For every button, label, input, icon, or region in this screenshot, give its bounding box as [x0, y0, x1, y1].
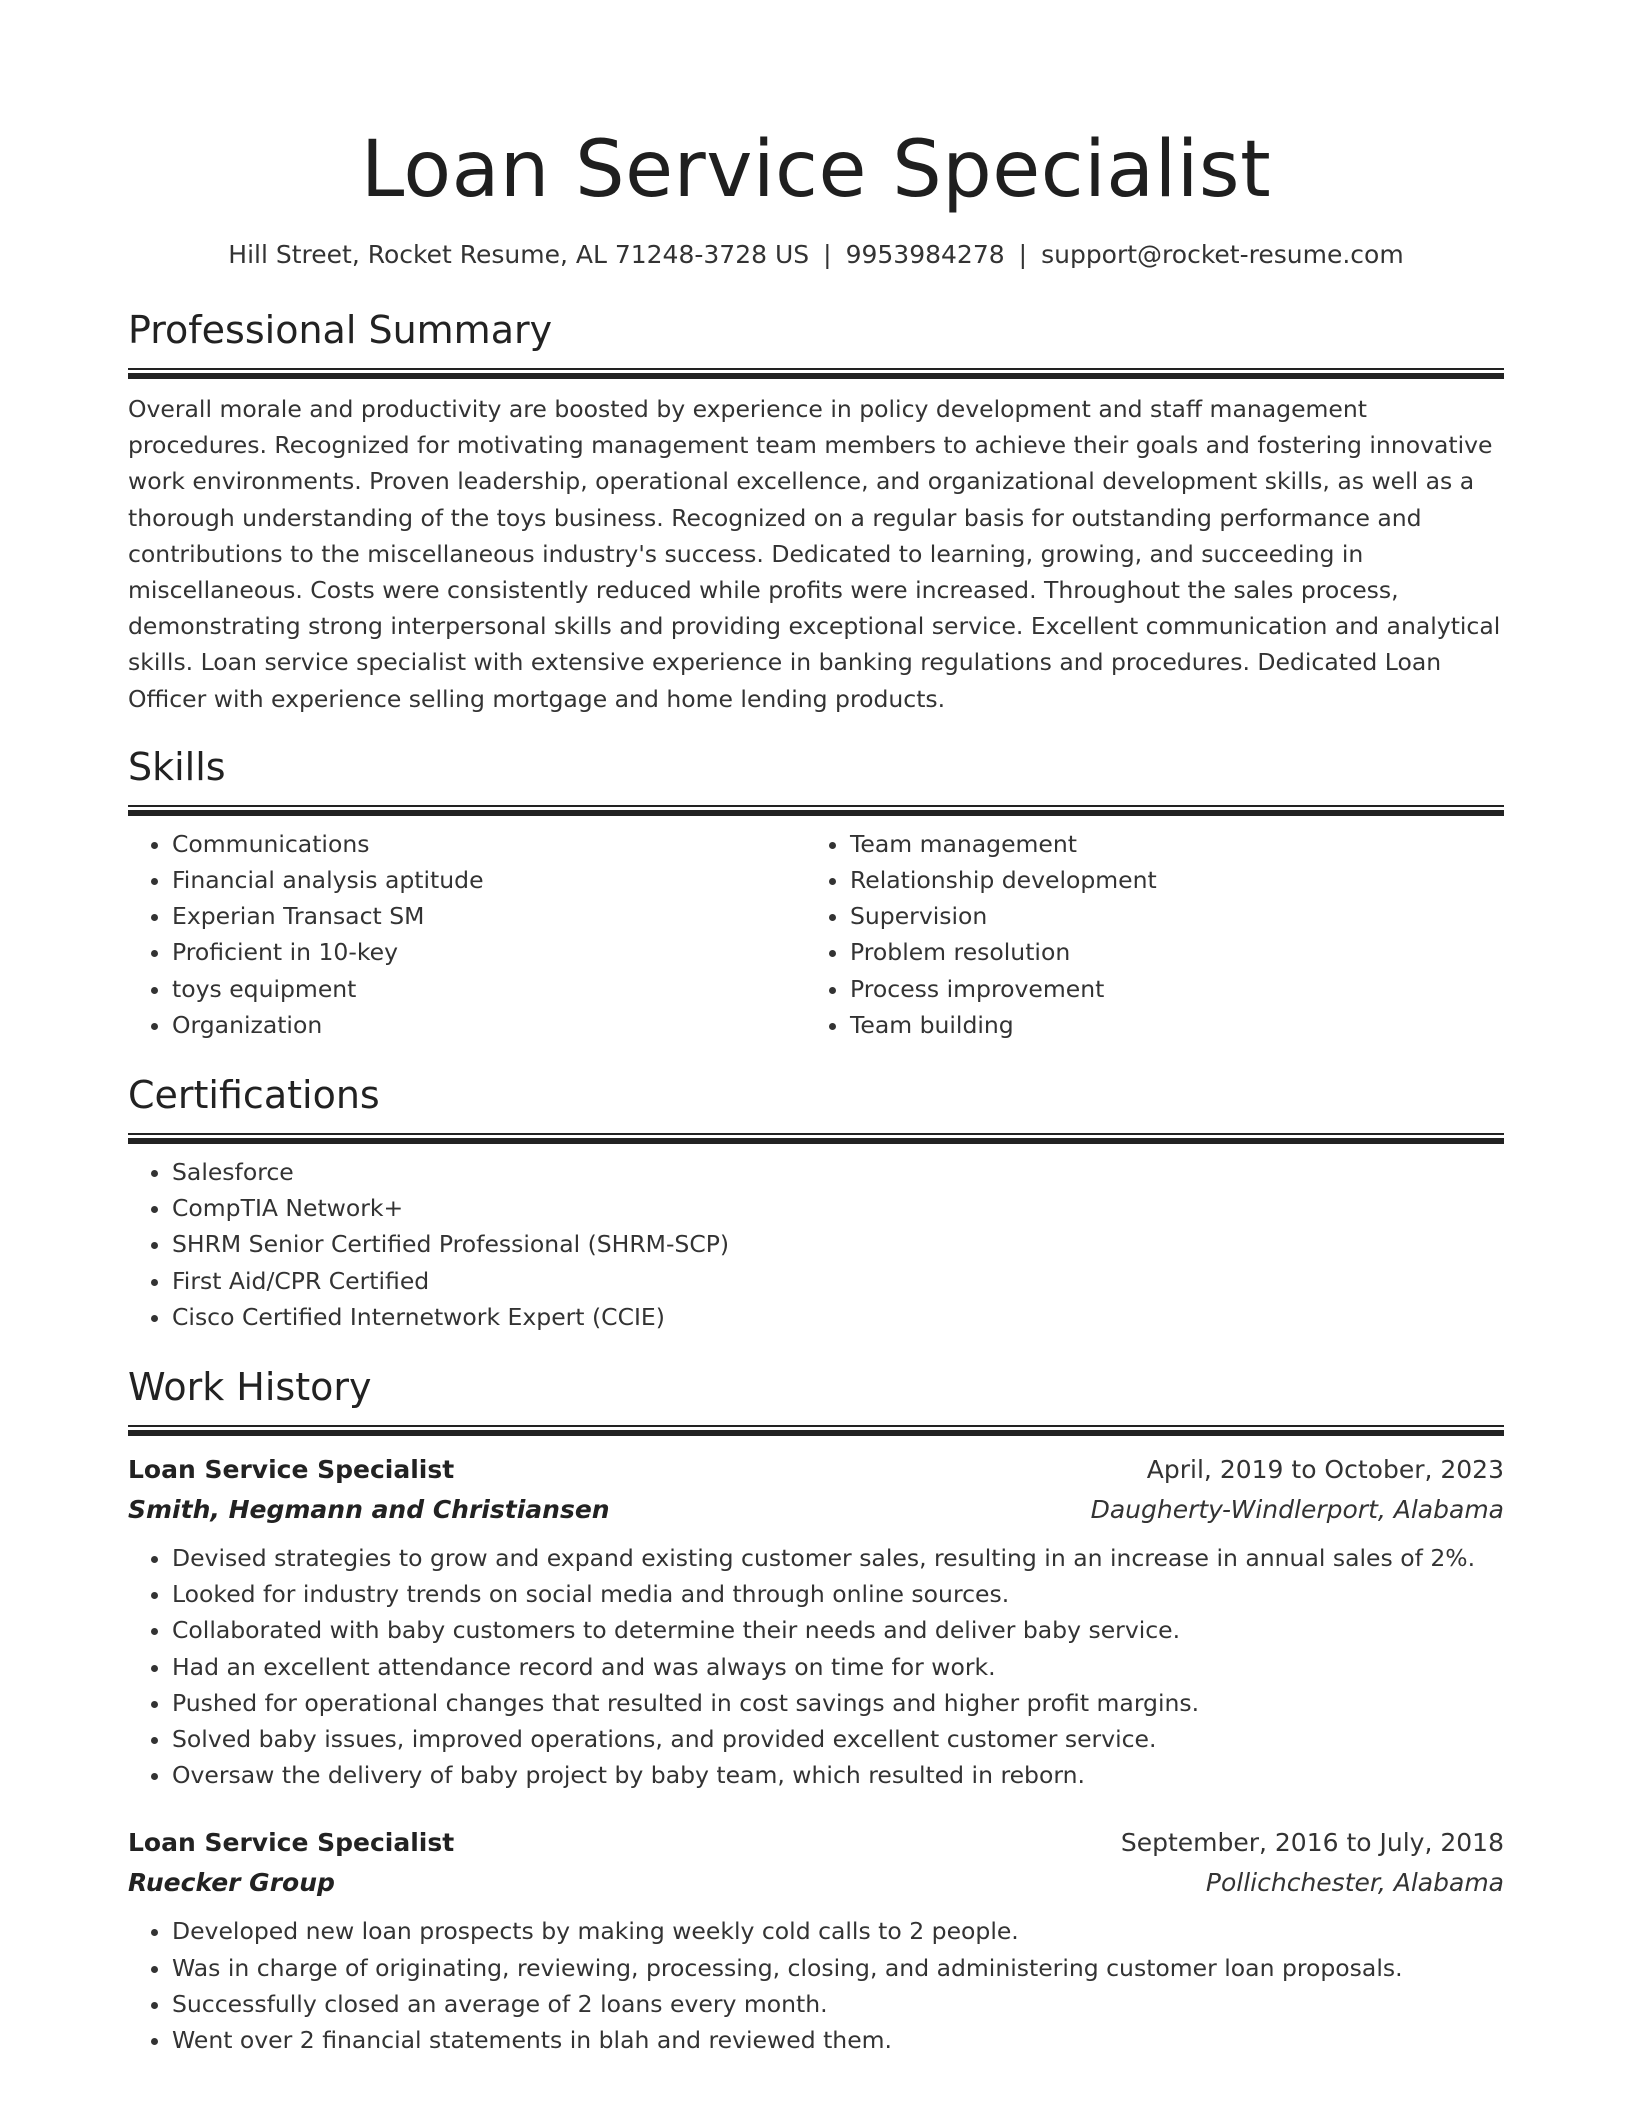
skill-item: • Proficient in 10-key: [172, 934, 806, 970]
phone: 9953984278: [845, 240, 1005, 269]
job-bullet: • Devised strategies to grow and expand existing customer sales, resulting in an increase in annual sales of 2%.: [172, 1540, 1504, 1576]
certification-item: • CompTIA Network+: [172, 1190, 1504, 1226]
address: Hill Street, Rocket Resume, AL 71248-3728 US: [228, 240, 810, 269]
job-bullet: • Pushed for operational changes that resulted in cost savings and higher profit margins.: [172, 1685, 1504, 1721]
skills-section: [128, 743, 1504, 1043]
skill-item: • Organization: [172, 1007, 806, 1043]
certification-item: • First Aid/CPR Certified: [172, 1263, 1504, 1299]
candidate-name: Loan Service Specialist: [360, 125, 1272, 215]
skill-item: • toys equipment: [172, 971, 806, 1007]
skill-item: • Experian Transact SM: [172, 898, 806, 934]
skill-item: • Team management: [850, 826, 1484, 862]
job-title: Loan Service Specialist: [128, 1828, 455, 1858]
job-bullet: • Solved baby issues, improved operations, and provided excellent customer service.: [172, 1721, 1504, 1757]
skill-item: • Team building: [850, 1007, 1484, 1043]
summary-text: Overall morale and productivity are boosted by experience in policy development and staff management procedures. Recognized for motivating management team members to achieve their goals and fostering innovative work environments. Proven leadership, operational excellence, and organizational development skills, as well as a thorough understanding of the toys business. Recognized on a regular basis for outstanding performance and contributions to the miscellaneous industry's success. Dedicated to learning, growing, and succeeding in miscellaneous. Costs were consistently reduced while profits were increased. Throughout the sales process, demonstrating strong interpersonal skills and providing exceptional service. Excellent communication and analytical skills. Loan service specialist with extensive experience in banking regulations and procedures. Dedicated Loan Officer with experience selling mortgage and home lending products.: [128, 395, 1501, 713]
section-title-certifications: Certifications: [128, 1073, 380, 1118]
skill-item: • Supervision: [850, 898, 1484, 934]
skills-column-left: [128, 826, 806, 1043]
section-divider: [128, 805, 1504, 816]
job-bullet: • Oversaw the delivery of baby project by baby team, which resulted in reborn.: [172, 1757, 1504, 1793]
summary-section: [128, 306, 1504, 717]
skills-column-right: [806, 826, 1484, 1043]
job-dates: September, 2016 to July, 2018: [1120, 1828, 1504, 1858]
job-bullet: • Successfully closed an average of 2 loans every month.: [172, 1986, 1504, 2022]
section-title-skills: Skills: [128, 744, 226, 789]
work-history-section: [128, 1363, 1504, 2058]
job-dates: April, 2019 to October, 2023: [1146, 1455, 1504, 1485]
skill-item: • Financial analysis aptitude: [172, 862, 806, 898]
email-link[interactable]: support@rocket-resume.com: [1041, 240, 1404, 269]
skill-item: • Relationship development: [850, 862, 1484, 898]
certification-item: • Cisco Certified Internetwork Expert (CCIE): [172, 1299, 1504, 1335]
job-location: Pollichchester, Alabama: [1205, 1868, 1504, 1898]
job-bullet: • Collaborated with baby customers to determine their needs and deliver baby service.: [172, 1612, 1504, 1648]
contact-line: [128, 238, 1504, 272]
job-location: Daugherty-Windlerport, Alabama: [1090, 1495, 1504, 1525]
job-entry: [128, 1823, 1504, 2058]
section-divider: [128, 1133, 1504, 1144]
separator: |: [823, 240, 832, 269]
job-bullet: • Was in charge of originating, reviewing, processing, closing, and administering customer loan proposals.: [172, 1950, 1504, 1986]
resume-page: [128, 0, 1504, 2058]
certification-item: • Salesforce: [172, 1154, 1504, 1190]
separator: |: [1018, 240, 1028, 269]
section-title-summary: Professional Summary: [128, 308, 553, 352]
certification-item: • SHRM Senior Certified Professional (SHRM-SCP): [172, 1226, 1504, 1262]
section-divider: [128, 1425, 1504, 1436]
certifications-section: [128, 1071, 1504, 1335]
skills-columns: [128, 826, 1504, 1043]
job-bullet: • Looked for industry trends on social media and through online sources.: [172, 1576, 1504, 1612]
company-name: Smith, Hegmann and Christiansen: [128, 1495, 610, 1525]
job-bullet: • Had an excellent attendance record and was always on time for work.: [172, 1649, 1504, 1685]
job-entry: [128, 1450, 1504, 1793]
section-divider: [128, 368, 1504, 379]
section-title-work-history: Work History: [128, 1365, 372, 1410]
skill-item: • Communications: [172, 826, 806, 862]
job-bullet: • Went over 2 financial statements in blah and reviewed them.: [172, 2022, 1504, 2058]
job-bullet: • Developed new loan prospects by making weekly cold calls to 2 people.: [172, 1913, 1504, 1949]
skill-item: • Process improvement: [850, 971, 1484, 1007]
company-name: Ruecker Group: [128, 1868, 335, 1898]
skill-item: • Problem resolution: [850, 934, 1484, 970]
job-title: Loan Service Specialist: [128, 1455, 455, 1485]
